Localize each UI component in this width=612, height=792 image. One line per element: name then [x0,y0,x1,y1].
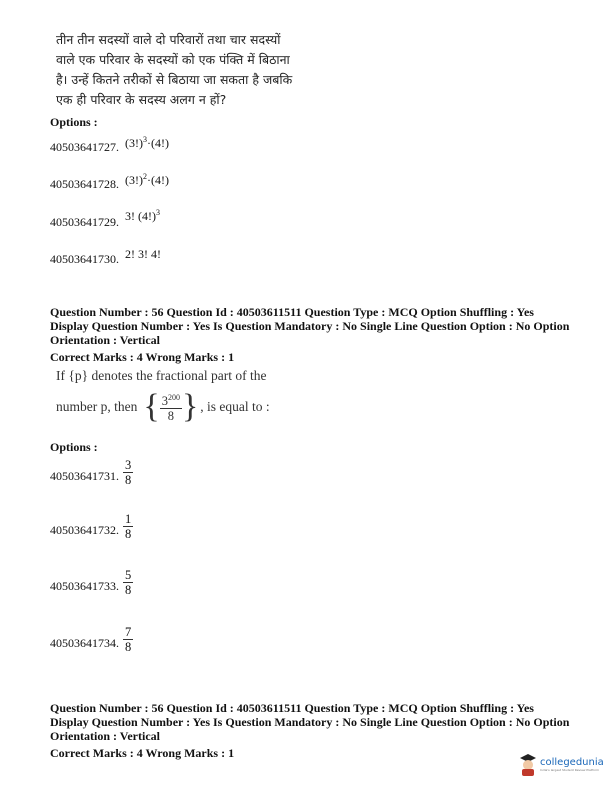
option-id: 40503641730. [50,252,119,266]
option-math: 2! 3! 4! [125,247,161,261]
watermark-logo [518,752,604,776]
question-text: If {p} denotes the fractional part of the [56,368,267,383]
question-line: है। उन्हें कितने तरीकों से बिठाया जा सकता है जबकि [56,72,293,87]
option-math: (3!)2·(4!) [125,172,169,187]
question-fraction: $\frac{3^{200}}{8}$ [161,392,180,424]
option-id: 40503641734. [50,636,119,650]
question-line: एक ही परिवार के सदस्य अलग न हों? [56,92,227,107]
question-meta [50,305,590,364]
question-text-hindi [56,30,292,110]
option-id: 40503641732. [50,523,119,537]
option-row[interactable] [50,247,161,268]
meta-line: Question Number : 56 Question Id : 40503611511 Question Type : MCQ Option Shuffling : Yes [50,305,534,319]
option-id: 40503641727. [50,140,119,154]
option-row[interactable] [50,172,169,193]
meta-line: Display Question Number : Yes Is Question Mandatory : No Single Line Question Option : No Option [50,319,570,333]
marks-line: Correct Marks : 4 Wrong Marks : 1 [50,350,235,364]
question-line: तीन तीन सदस्यों वाले दो परिवारों तथा चार सदस्यों [56,32,281,47]
option-row[interactable] [50,135,169,156]
option-id: 40503641729. [50,215,119,229]
meta-line: Question Number : 56 Question Id : 40503611511 Question Type : MCQ Option Shuffling : Yes [50,701,534,715]
question-prefix: number p, then [56,399,138,414]
option-fraction: $\frac{7}{8}$ [125,625,132,654]
right-brace: } [181,388,199,425]
option-row[interactable] [50,568,133,597]
options-label: Options : [50,440,98,454]
option-row[interactable] [50,512,133,541]
brand-tagline: India's largest Student Review Platform [540,767,600,772]
option-fraction: $\frac{1}{8}$ [125,512,132,541]
left-brace: { [143,388,160,425]
question-line: वाले एक परिवार के सदस्यों को एक पंक्ति में बिठाना [56,52,290,67]
option-row[interactable] [50,625,133,654]
option-fraction: $\frac{5}{8}$ [125,568,132,597]
meta-line: Orientation : Vertical [50,333,160,347]
options-label: Options : [50,115,98,129]
brand-name: collegedunia [540,756,604,768]
marks-line: Correct Marks : 4 Wrong Marks : 1 [50,746,235,760]
option-id: 40503641728. [50,177,119,191]
option-row[interactable] [50,208,160,231]
option-id: 40503641731. [50,469,119,483]
question-meta [50,701,590,760]
question-suffix: , is equal to : [200,399,270,414]
option-row[interactable] [50,458,133,487]
option-fraction: $\frac{3}{8}$ [125,458,132,487]
option-math: 3! (4!)3 [125,208,160,223]
mascot-icon [518,752,538,776]
option-id: 40503641733. [50,579,119,593]
option-math: (3!)3·(4!) [125,135,169,150]
question-text-line2 [56,390,270,424]
meta-line: Display Question Number : Yes Is Question Mandatory : No Single Line Question Option : No Option [50,715,570,729]
meta-line: Orientation : Vertical [50,729,160,743]
